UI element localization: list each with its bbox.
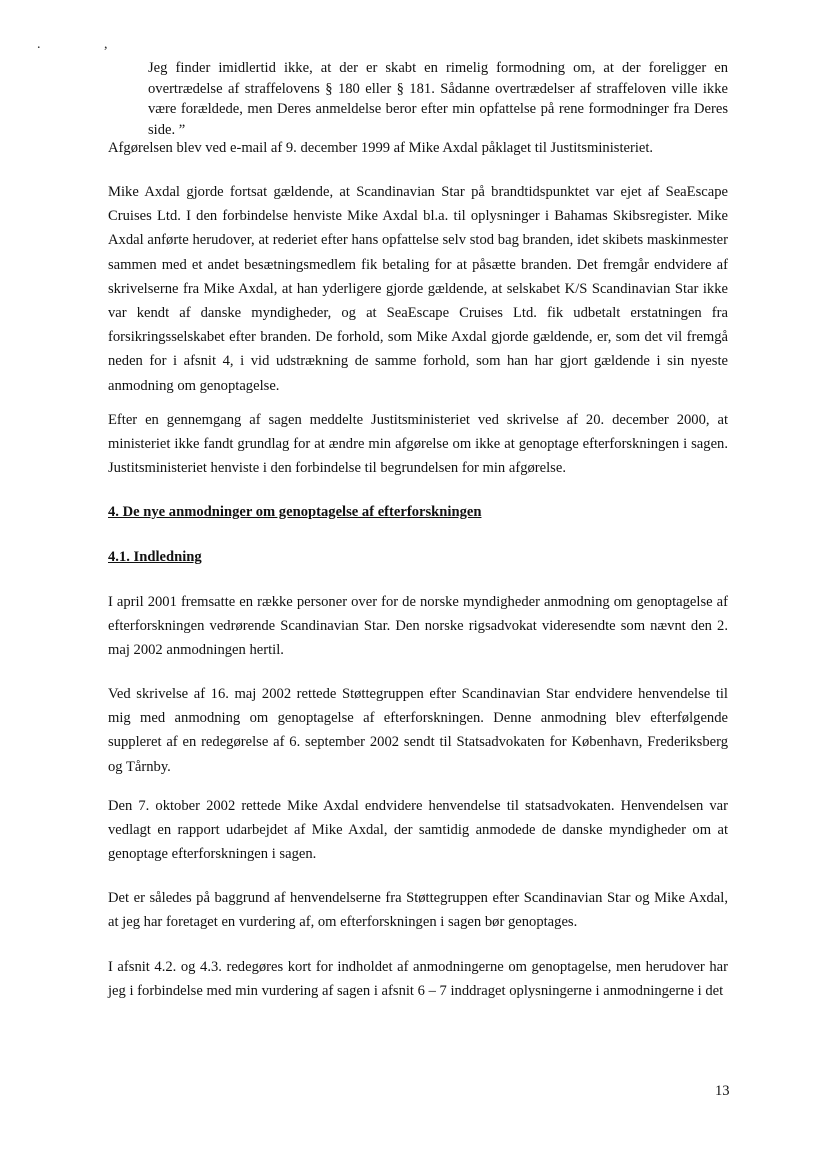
paragraph-sections-overview: I afsnit 4.2. og 4.3. redegøres kort for indholdet af anmodningerne om genoptagelse, men herudover har jeg i forbindelse med min vurdering af sagen i afsnit 6 – 7 inddraget oplysningerne i anmodningerne i det — [108, 959, 728, 1000]
margin-mark-dot: . — [37, 37, 41, 52]
paragraph-support-group: Ved skrivelse af 16. maj 2002 rettede Støttegruppen efter Scandinavian Star endvidere henvendelse til mig med anmodning om genoptagelse af efterforskningen. Denne anmodning blev efterfølgende suppleret af en redegørelse af 6. september 2002 sendt til Statsadvokaten for København, Frederiksberg og Tårnby. — [108, 686, 728, 775]
margin-mark-comma: , — [104, 37, 108, 52]
paragraph-appeal: Afgørelsen blev ved e-mail af 9. december 1999 af Mike Axdal påklaget til Justitsministeriet. — [108, 140, 654, 156]
paragraph-axdal-claims: Mike Axdal gjorde fortsat gældende, at Scandinavian Star på brandtidspunktet var ejet af SeaEscape Cruises Ltd. I den forbindelse henviste Mike Axdal bl.a. til oplysninger i Bahamas Skibsregister. Mike Axdal anførte herudover, at rederiet efter hans opfattelse selv stod bag branden, idet skibets maskinmester sammen med et andet besætningsmedlem fik betaling for at påsætte branden. Det fremgår endvidere af skrivelserne fra Mike Axdal, at han yderligere gjorde gældende, at selskabet K/S Scandinavian Star ikke var kendt af danske myndigheder, og at SeaEscape Cruises Ltd. fik udbetalt erstatningen fra forsikringsselskabet efter branden. De forhold, som Mike Axdal gjorde gældende, er, som det vil fremgå neden for i afsnit 4, i vid udstrækning de samme forhold, som han har gjort gældende i sin nyeste anmodning om genoptagelse. — [108, 184, 728, 394]
paragraph-norwegian-request: I april 2001 fremsatte en række personer over for de norske myndigheder anmodning om genoptagelse af efterforskningen vedrørende Scandinavian Star. Den norske rigsadvokat videresendte som nævnt den 2. maj 2002 anmodningen hertil. — [108, 594, 728, 659]
paragraph-ministry-decision: Efter en gennemgang af sagen meddelte Justitsministeriet ved skrivelse af 20. december 2000, at ministeriet ikke fandt grundlag for at ændre min afgørelse om ikke at genoptage efterforskningen i sagen. Justitsministeriet henviste i den forbindelse til begrundelsen for min afgørelse. — [108, 412, 728, 477]
paragraph-axdal-report: Den 7. oktober 2002 rettede Mike Axdal endvidere henvendelse til statsadvokaten. Henvendelsen var vedlagt en rapport udarbejdet af Mike Axdal, der samtidig anmodede de danske myndigheder om at genoptage efterforskningen i sagen. — [108, 798, 728, 863]
page-number: 13 — [715, 1083, 730, 1099]
section-heading-4-1: 4.1. Indledning — [108, 549, 202, 565]
block-quote: Jeg finder imidlertid ikke, at der er skabt en rimelig formodning om, at der foreligger en overtrædelse af straffelovens § 180 eller § 181. Sådanne overtrædelser af straffeloven ville ikke være forældede, men Deres anmeldelse beror efter min opfattelse på rene formodninger fra Deres side. ” — [148, 60, 728, 138]
section-heading-4: 4. De nye anmodninger om genoptagelse af efterforskningen — [108, 504, 482, 520]
paragraph-basis: Det er således på baggrund af henvendelserne fra Støttegruppen efter Scandinavian Star og Mike Axdal, at jeg har foretaget en vurdering af, om efterforskningen i sagen bør genoptages. — [108, 890, 728, 931]
